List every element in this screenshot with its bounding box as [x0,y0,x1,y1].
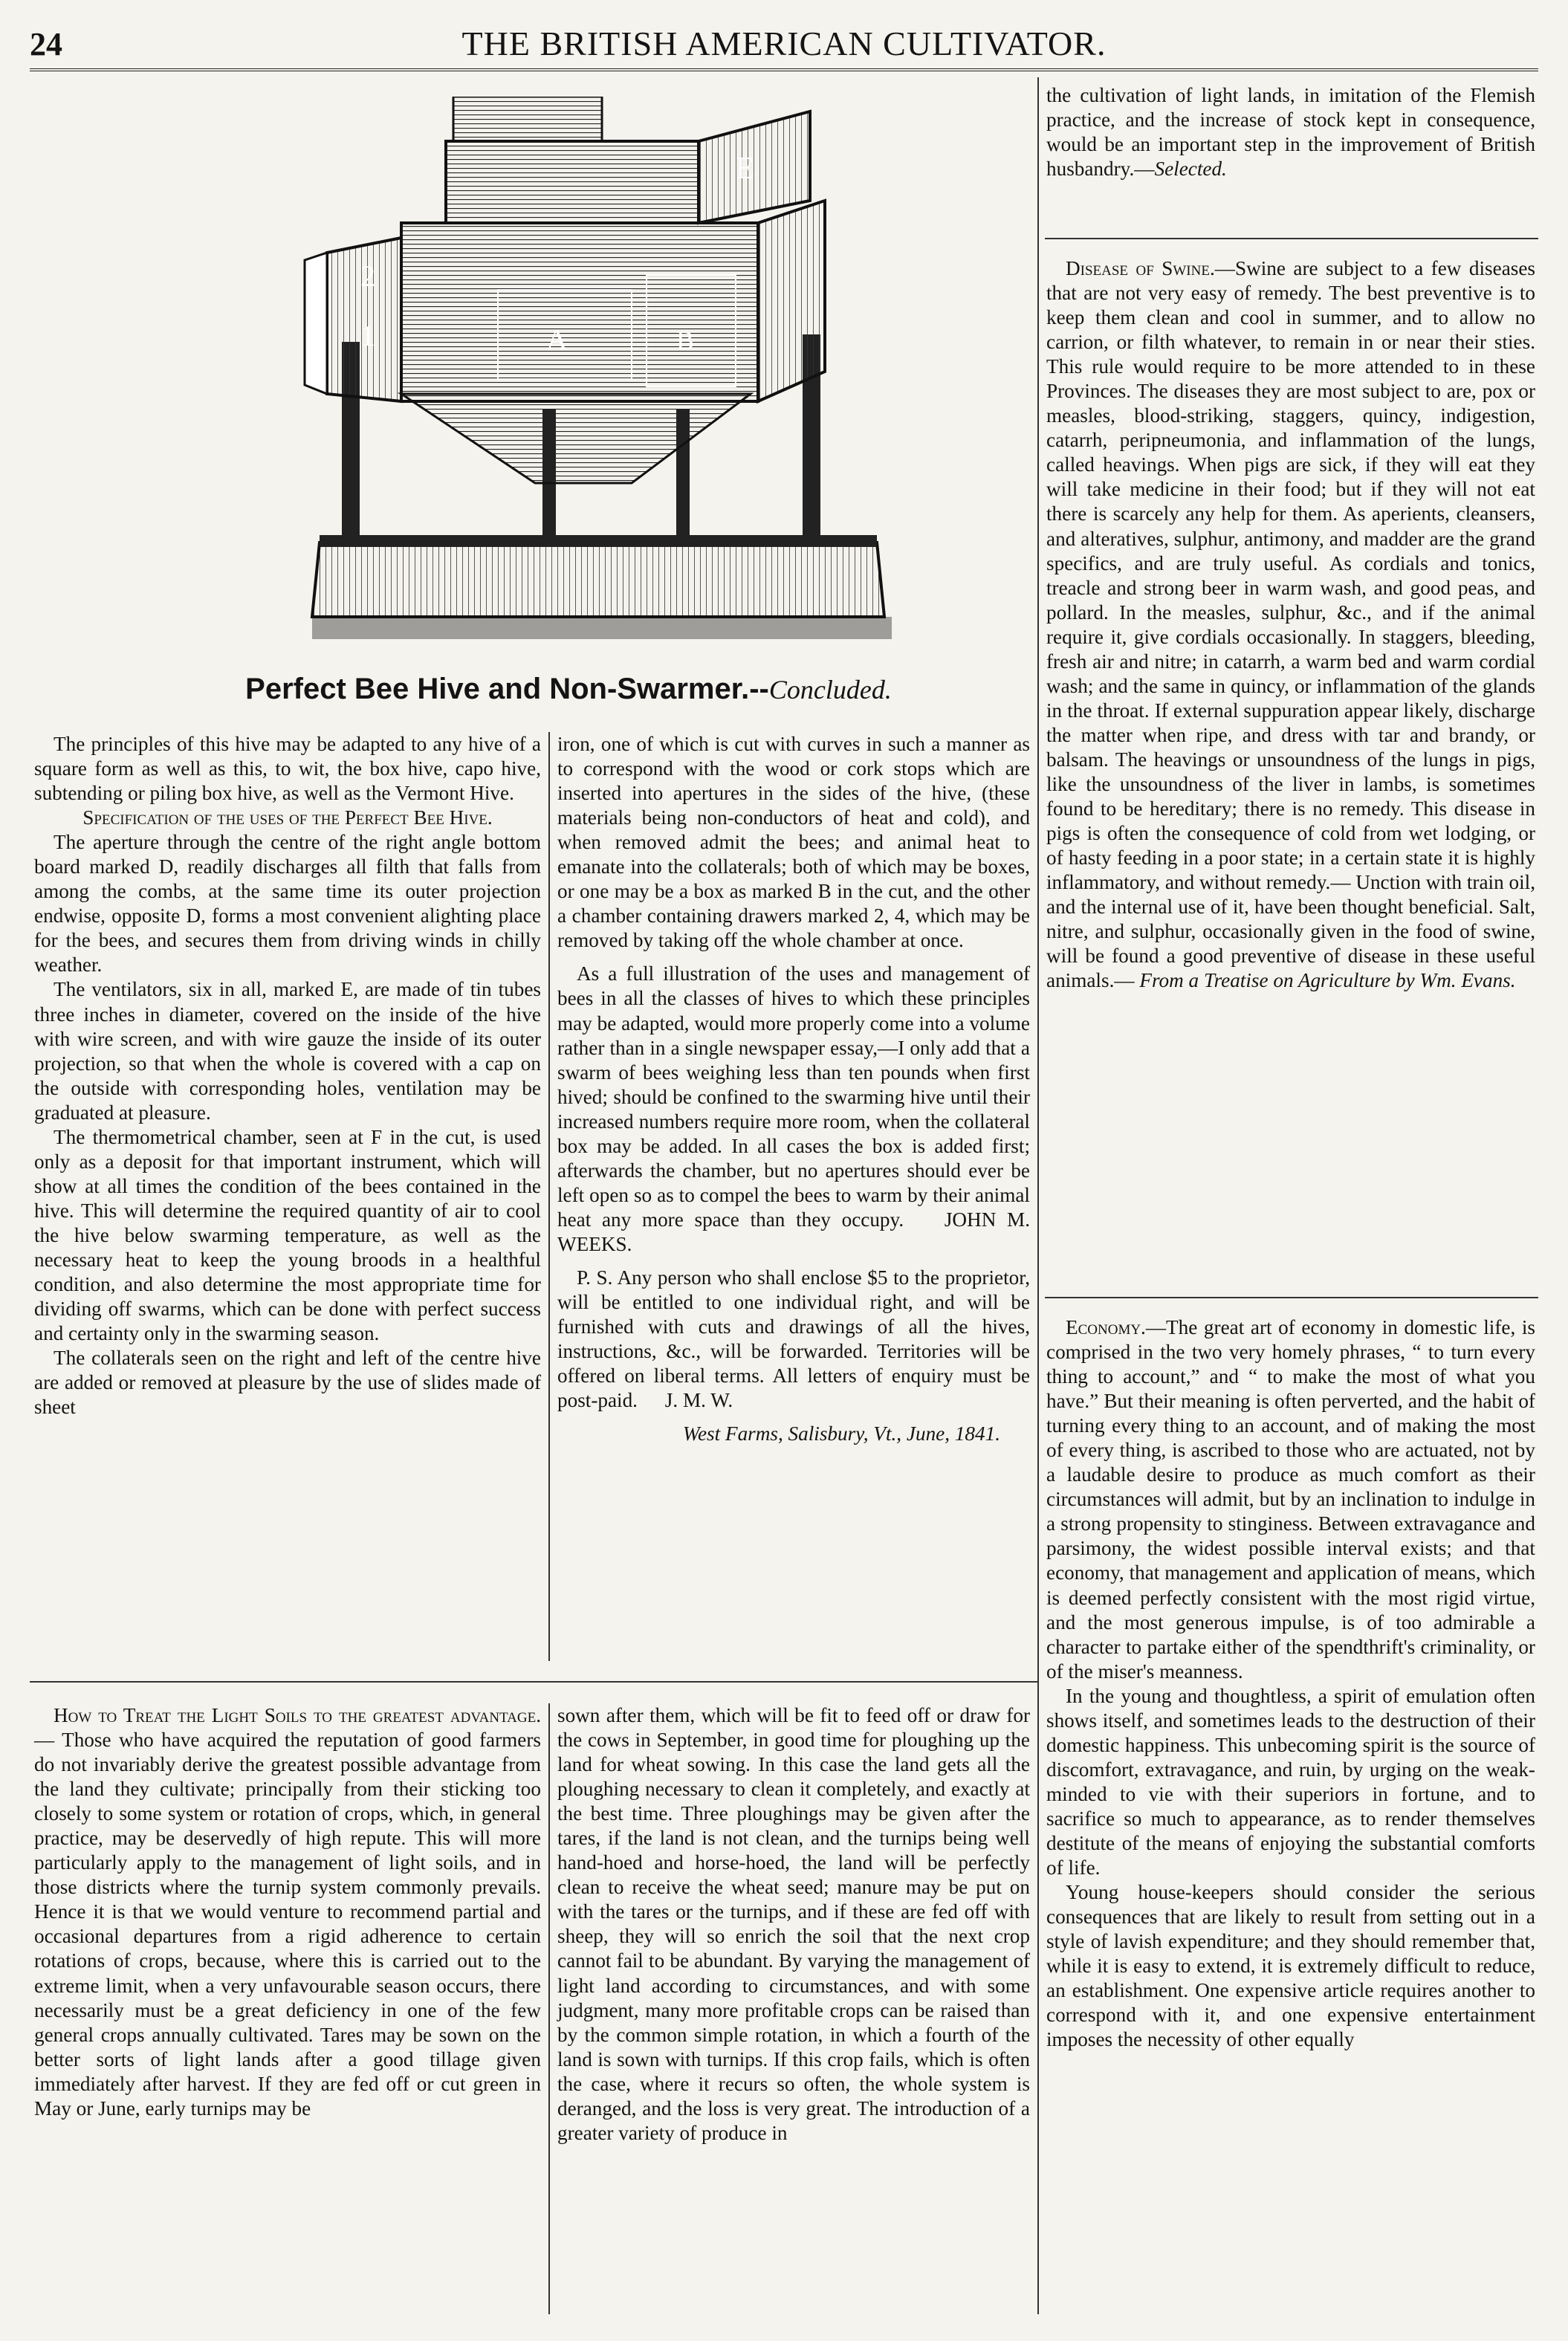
article-heading: Economy. [1066,1316,1146,1338]
paragraph: Young house-keepers should consider the serious consequences that are likely to result from setting out in a style of lavish expenditure; and they should remember that, while it is easy to extend, it is extremely difficult to reduce, an establishment. One expensive article requires another to correspond with it, and one expensive entertainment imposes the necessity of other equally [1046,1881,1535,2051]
paragraph: The principles of this hive may be adapted to any hive of a square form as well as this, to wit, the box hive, capo hive, subtending or piling box hive, as well as the Vermont Hive. [34,733,541,805]
initials-signature: J. M. W. [664,1389,733,1412]
page-number: 24 [30,26,62,62]
paragraph-text: — Those who have acquired the reputation of good farmers do not invariably derive the greatest possible advantage from the land they cultivate; principally from their sticking too closely to some system or rotation of crops, which, in general practice, may be deservedly of high repute. This will more particularly apply to the management of light soils, and in those districts where the turnip system commonly prevails. Hence it is that we would venture to recommend partial and occasional departures from a rigid adherence to certain rotations of crops, because, where this is carried out to the extreme limit, when a very unfavourable season occurs, there necessarily must be a great deficiency in one of the few general crops annually cultivated. Tares may be sown on the better sorts of light lands after a good tillage given immediately after harvest. If they are fed off or cut green in May or June, early turnips may be [34,1729,541,2120]
economy-article [1046,1315,1535,2052]
column-divider-soils [548,1703,550,2314]
section-rule-soils [30,1681,1037,1683]
caption-title: Perfect Bee Hive and Non-Swarmer.-- [245,673,769,705]
paragraph: iron, one of which is cut with curves in such a manner as to correspond with the wood or cork stops which are inserted into apertures in the sides of the hive, (these materials being non-conductors of heat and cold), and when removed admit the bees; and animal heat to emanate into the collaterals; both of which may be boxes, or one may be a box as marked B in the cut, and the other a chamber containing drawers marked 2, 4, which may be removed by taking off the whole chamber at once. [557,733,1030,952]
column-divider-beehive [548,732,550,1661]
caption-concluded: Concluded. [768,675,892,705]
paragraph: The collaterals seen on the right and left of the centre hive are added or removed at pleasure by the use of slides made of sheet [34,1347,541,1419]
beehive-column-left [34,732,541,1419]
author-signature: JOHN M. WEEKS. [557,1208,1030,1255]
page-header [30,21,1538,67]
swine-article [1046,256,1535,993]
paragraph: The thermometrical chamber, seen at F in the cut, is used only as a deposit for that important instrument, which will show at all times the condition of the bees contained in the hive. This will determine the required quantity of air to cool the hive below swarming temperature, as well as the necessary heat to keep the young broods in a healthful condition, and also determine the most appropriate time for dividing off swarms, which can be done with perfect success and certainty only in the swarming season. [34,1125,541,1345]
hive-label-2: 2 [360,259,375,293]
hive-label-e: E [736,152,755,186]
section-rule-economy [1045,1297,1538,1298]
right-column-continuation [1046,83,1535,181]
paragraph-text: P. S. Any person who shall enclose $5 to the proprietor, will be entitled to one individual right, and will be furnished with cuts and drawings of all the hives, instructions, &c., will be forwarded. Territories will be offered on liberal terms. All letters of enquiry must be post-paid. [557,1266,1030,1412]
hive-label-b: B [676,326,695,355]
paragraph-text: —Swine are subject to a few diseases that are not very easy of remedy. The best preventive is to keep them clean and cool in summer, and to allow no carrion, or filth whatever, to remain in or near their sties. This rule would require to be more attended to in these Provinces. The diseases they are most subject to are, pox or measles, blood-striking, staggers, quincy, indigestion, catarrh, peripneumonia, and inflammation of the lungs, called heavings. When pigs are sick, if they will eat they will take medicine in their food; but if they will not eat there is scarcely any help for them. As aperients, cleansers, and alteratives, sulphur, antimony, and madder are the grand specifics, and are truly useful. As cordials and tonics, treacle and strong beer in warm wash, and good peas, and pollard. In the measles, sulphur, &c., and if the animal require it, give cordials occasionally. In staggers, bleeding, fresh air and nitre; in catarrh, a warm bed and warm cordial wash; and the same in quincy, or inflammation of the glands in the throat. If external suppuration appear likely, discharge the matter when ripe, and dress with tar and brandy, or balsam. The heavings or unsoundness of the lungs in pigs, like the unsoundness of the liver in lambs, is sometimes found to be hereditary; there is no remedy. This disease in pigs is often the consequence of cold from wet lodging, or of hasty feeding in a poor state; in a certain state it is highly inflammatory, and without remedy.— Unction with train oil, and the internal use of it, have been thought beneficial. Salt, nitre, and sulphur, occasionally given in the food of swine, will be found a good preventive of disease in these useful animals.— [1046,257,1535,992]
source-credit: Selected. [1154,158,1227,181]
article-heading: Disease of Swine. [1066,257,1215,279]
paragraph: In the young and thoughtless, a spirit of emulation often shows itself, and sometimes leads to the destruction of their domestic happiness. This unbecoming spirit is the source of discomfort, extravagance, and ruin, by urging on the weak-minded to vie with their superiors in fortune, and to sacrifice so much to appearance, as to render themselves destitute of the means of enjoying the substantial comforts of life. [1046,1684,1535,1879]
publication-title: THE BRITISH AMERICAN CULTIVATOR. [461,25,1107,62]
header-rule [30,68,1538,74]
paragraph: The aperture through the centre of the right angle bottom board marked D, readily discharges all filth that falls from among the combs, at the same time its outer projection endwise, opposite D, forms a most convenient alighting place for the bees, and secures them from driving winds in chilly weather. [34,831,541,977]
hive-label-a: A [546,323,568,356]
paragraph-text: As a full illustration of the uses and management of bees in all the classes of hives to which these principles may be adapted, would more properly come into a volume rather than in a single newspaper essay,—I only add that a swarm of bees weighing less than ten pounds when first hived; should be confined to the swarming hive until their increased numbers require more room, when the collateral box may be added. In all cases the box is added first; afterwards the chamber, but no apertures should ever be left open so as to compel the bees to warm by their animal heat any more space than they occupy. [557,962,1030,1231]
paragraph [1046,83,1535,181]
paragraph [34,1703,541,2121]
paragraph: sown after them, which will be fit to feed off or draw for the cows in September, in good time for ploughing up the land for wheat sowing. In this case the land gets all the ploughing necessary to clean it completely, and exactly at the best time. Three ploughings may be given after the tares, if the land is not clean, and the turnips being well hand-hoed and horse-hoed, the land will be perfectly clean to receive the wheat seed; manure may be put on with the tares or the turnips, and if these are fed off with sheep, they will so enrich the soil that the next crop cannot fail to be abundant. By varying the management of light land according to circumstances, and with some judgment, many more profitable crops can be raised than by the common simple rotation, in which a fourth of the land is sown with turnips. If this crop fails, which is often the case, where it recurs so often, the whole system is deranged, and the loss is very great. The introduction of a greater variety of produce in [557,1704,1030,2144]
article-heading: How to Treat the Light Soils to the greatest advantage. [54,1704,541,1726]
paragraph: The ventilators, six in all, marked E, are made of tin tubes three inches in diameter, covered on the inside of the hive with wire screen, and with wire gauze the inside of its outer projection, so that when the whole is covered with a cap on the outside with corresponding holes, ventilation may be graduated at pleasure. [34,978,541,1124]
bee-hive-illustration [290,97,914,661]
hive-label-1: 1 [360,319,375,352]
paragraph-text: —The great art of economy in domestic life, is comprised in the two very homely phrases, “ to turn every thing to account,” and “ to make the most of what you have.” But their meaning is often perverted, and the habit of turning every thing to an account, and of making the most of every thing, is ascribed to those who are actuated, not by a laudable desire to produce as much comfort as their circumstances will admit, but by an inclination to indulge in a strong propensity to stinginess. Between extravagance and parsimony, the widest possible interval exists; and that economy, that management and application of means, which is deemed perfectly consistent with the most rigid virtue, and the most generous impulse, is of too admirable a character to partake either of the spendthrift's criminality, or of the miser's meanness. [1046,1316,1535,1683]
column-divider-right [1037,77,1039,2314]
light-soils-column-left [34,1703,541,2121]
paragraph [557,1266,1030,1413]
paragraph [1046,1315,1535,1684]
illustration-caption [111,673,1026,706]
paragraph [557,962,1030,1257]
source-credit: From a Treatise on Agriculture by Wm. Evans. [1139,969,1516,992]
light-soils-column-right [557,1703,1030,2146]
place-date: West Farms, Salisbury, Vt., June, 1841. [682,1422,1000,1445]
section-rule-swine [1045,238,1538,239]
paragraph-text: the cultivation of light lands, in imitation of the Flemish practice, and the increase of stock kept in consequence, would be an important step in the improvement of British husbandry.— [1046,84,1535,181]
section-heading: Specification of the uses of the Perfect Bee Hive. [82,806,493,829]
paragraph [1046,256,1535,993]
beehive-column-right [557,732,1030,1446]
